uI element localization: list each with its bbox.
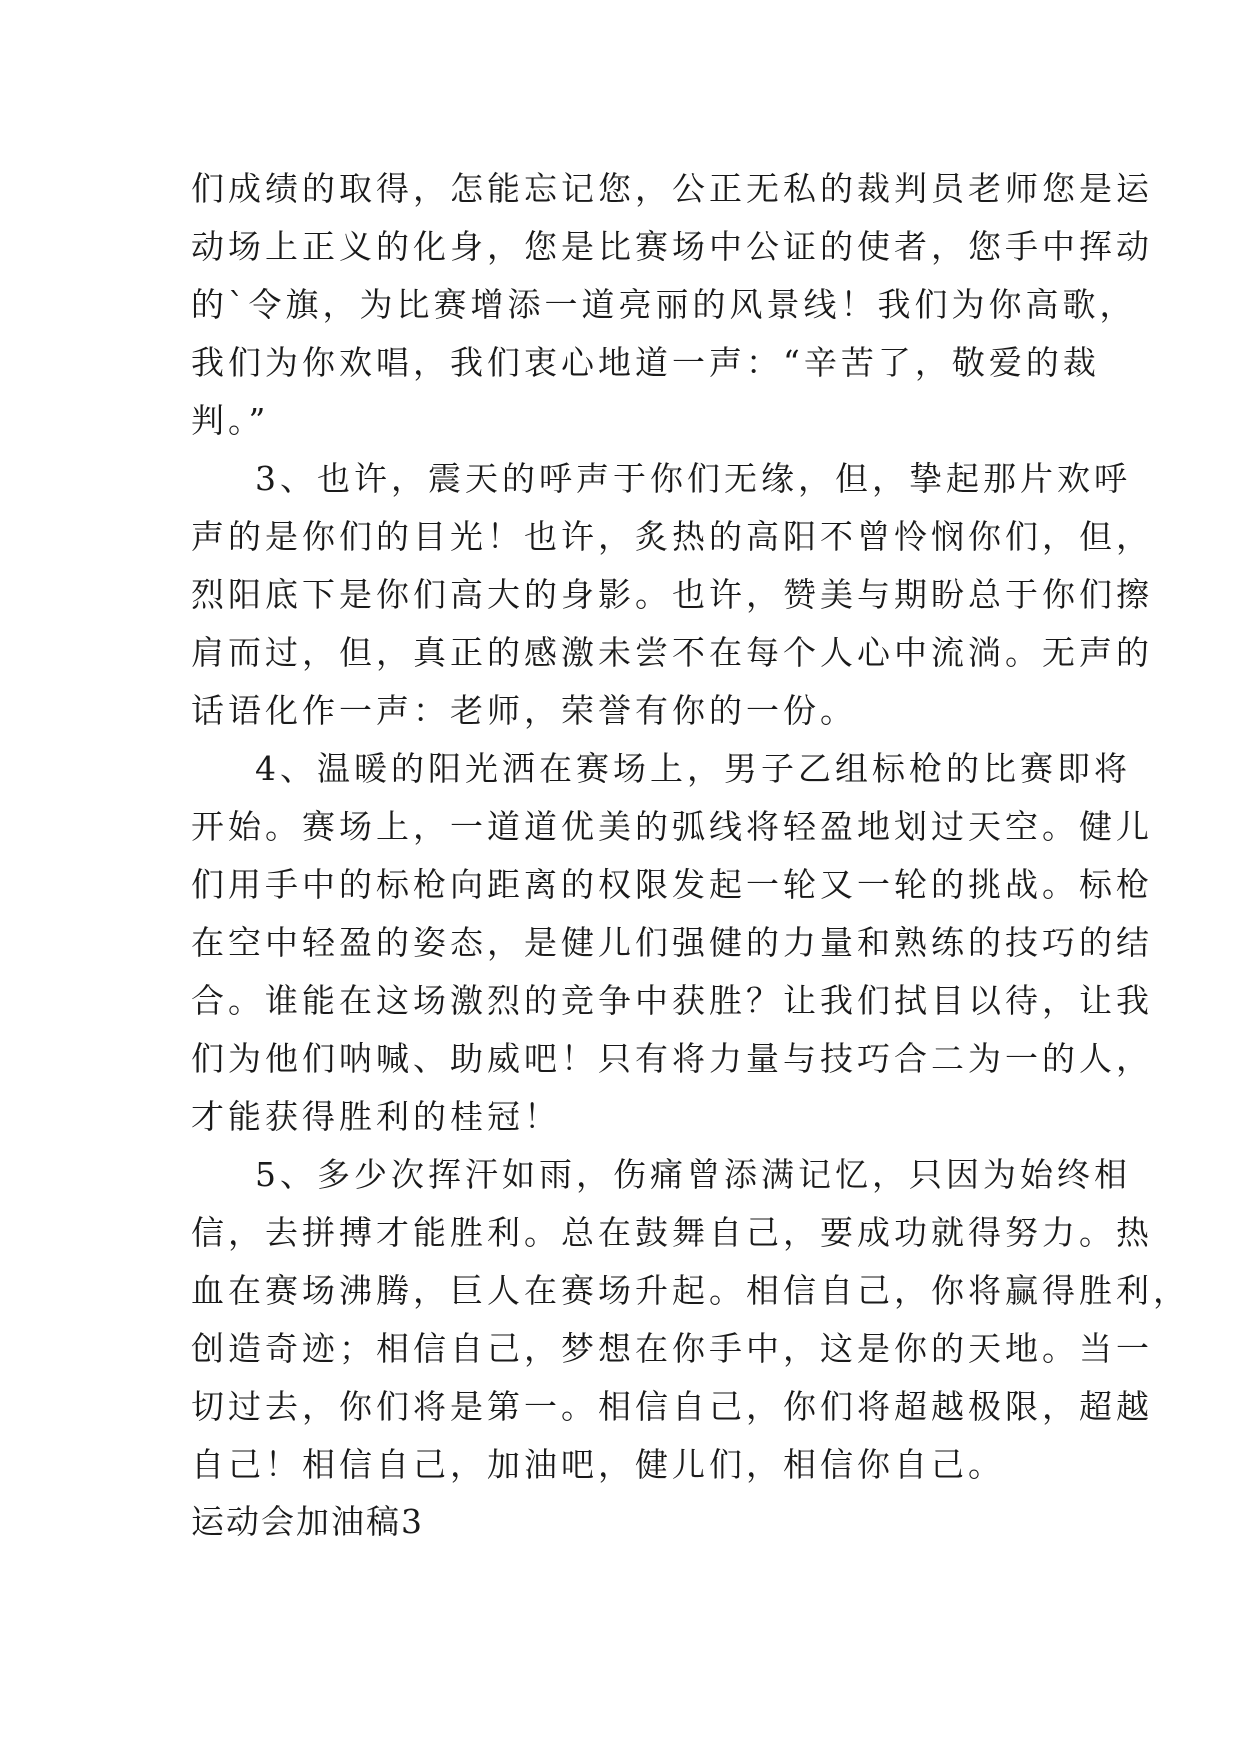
text-line: 开始。赛场上，一道道优美的弧线将轻盈地划过天空。健儿 <box>191 807 1153 846</box>
text-line: 烈阳底下是你们高大的身影。也许，赞美与期盼总于你们擦 <box>191 575 1153 614</box>
paragraph-3 <box>191 450 1153 740</box>
text-line: 我们为你欢唱，我们衷心地道一声：“辛苦了，敬爱的裁 <box>191 343 1100 382</box>
text-line: 5、多少次挥汗如雨，伤痛曾添满记忆，只因为始终相 <box>255 1155 1131 1194</box>
text-line: 声的是你们的目光！也许，炙热的高阳不曾怜悯你们，但， <box>191 517 1153 556</box>
text-line: 4、温暖的阳光洒在赛场上，男子乙组标枪的比赛即将 <box>255 749 1131 788</box>
paragraph-5 <box>191 1146 1190 1494</box>
paragraph-continuation <box>191 160 1153 450</box>
text-line: 信，去拼搏才能胜利。总在鼓舞自己，要成功就得努力。热 <box>191 1213 1153 1252</box>
text-line: 创造奇迹；相信自己，梦想在你手中，这是你的天地。当一 <box>191 1329 1153 1368</box>
text-line: 才能获得胜利的桂冠！ <box>191 1097 561 1136</box>
text-line: 的`令旗，为比赛增添一道亮丽的风景线！我们为你高歌， <box>191 285 1137 324</box>
text-line: 血在赛场沸腾，巨人在赛场升起。相信自己，你将赢得胜利， <box>191 1271 1190 1310</box>
document-body <box>191 160 1190 1550</box>
text-line: 合。谁能在这场激烈的竞争中获胜？让我们拭目以待，让我 <box>191 981 1153 1020</box>
text-line: 们用手中的标枪向距离的权限发起一轮又一轮的挑战。标枪 <box>191 865 1153 904</box>
text-line: 们成绩的取得，怎能忘记您，公正无私的裁判员老师您是运 <box>191 169 1153 208</box>
text-line: 判。” <box>191 401 270 440</box>
text-line: 肩而过，但，真正的感激未尝不在每个人心中流淌。无声的 <box>191 633 1153 672</box>
text-line: 自己！相信自己，加油吧，健儿们，相信你自己。 <box>191 1445 1005 1484</box>
text-line: 3、也许，震天的呼声于你们无缘，但，挚起那片欢呼 <box>255 459 1131 498</box>
section-heading: 运动会加油稿3 <box>191 1502 424 1541</box>
text-line: 动场上正义的化身，您是比赛场中公证的使者，您手中挥动 <box>191 227 1153 266</box>
text-line: 们为他们呐喊、助威吧！只有将力量与技巧合二为一的人， <box>191 1039 1153 1078</box>
text-line: 在空中轻盈的姿态，是健儿们强健的力量和熟练的技巧的结 <box>191 923 1153 962</box>
text-line: 切过去，你们将是第一。相信自己，你们将超越极限，超越 <box>191 1387 1153 1426</box>
text-line: 话语化作一声：老师，荣誉有你的一份。 <box>191 691 857 730</box>
paragraph-4 <box>191 740 1153 1146</box>
